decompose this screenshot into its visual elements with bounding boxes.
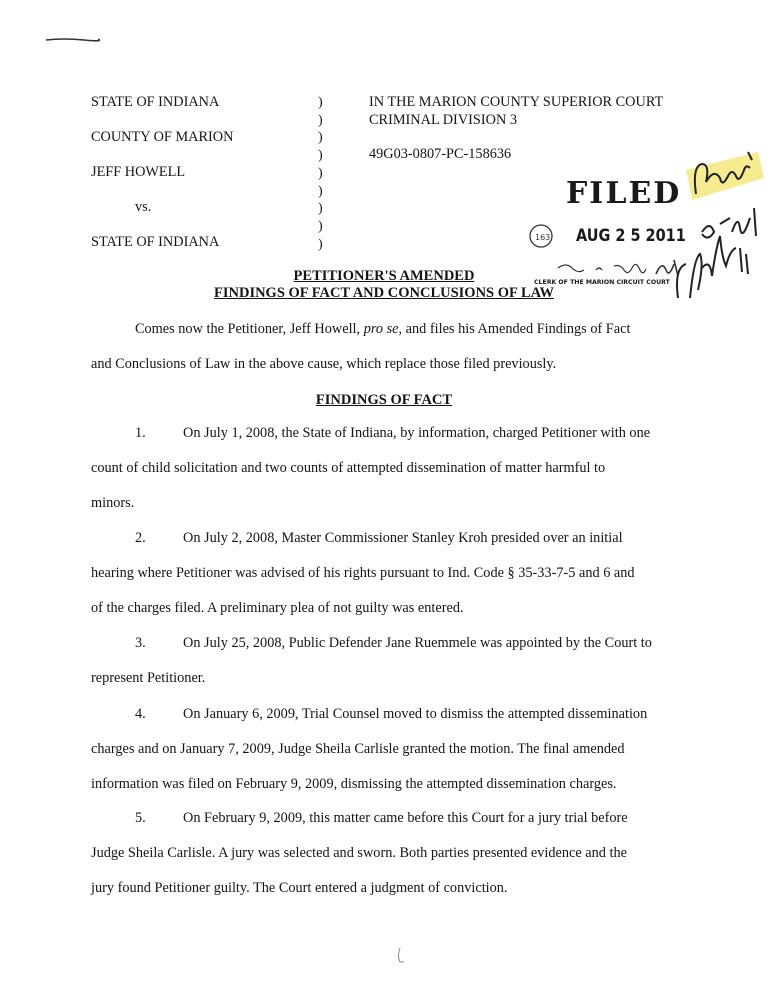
finding-line: of the charges filed. A preliminary plea of not guilty was entered. [91, 599, 464, 616]
finding-number: 2. [135, 530, 146, 546]
caption-versus: vs. [135, 199, 152, 215]
finding-number: 3. [135, 635, 146, 651]
intro-text-after: , and files his Amended Findings of Fact [398, 321, 631, 337]
finding-line: On February 9, 2009, this matter came before this Court for a jury trial before [183, 810, 628, 826]
finding-4 [91, 697, 691, 801]
svg-text:163: 163 [535, 233, 551, 242]
finding-line: hearing where Petitioner was advised of his rights pursuant to Ind. Code § 35-33-7-5 and 6 and [91, 564, 635, 581]
pen-mark [44, 34, 100, 44]
finding-5 [91, 801, 691, 905]
caption-petitioner: JEFF HOWELL [91, 164, 186, 180]
finding-2 [91, 521, 691, 625]
title-line-2: FINDINGS OF FACT AND CONCLUSIONS OF LAW [214, 285, 554, 301]
court-name: IN THE MARION COUNTY SUPERIOR COURT [369, 94, 664, 110]
finding-line: jury found Petitioner guilty. The Court entered a judgment of conviction. [91, 879, 508, 896]
finding-line: On July 25, 2008, Public Defender Jane Ruemmele was appointed by the Court to [183, 635, 652, 651]
finding-line: On July 2, 2008, Master Commissioner Stanley Kroh presided over an initial [183, 530, 623, 546]
caption-county: COUNTY OF MARION [91, 129, 234, 145]
finding-line: represent Petitioner. [91, 669, 206, 686]
finding-line: minors. [91, 494, 135, 511]
stamp-circle-mark [526, 222, 556, 250]
finding-line: On January 6, 2009, Trial Counsel moved to dismiss the attempted dissemination [183, 706, 648, 722]
finding-line: On July 1, 2008, the State of Indiana, by information, charged Petitioner with one [183, 425, 651, 441]
finding-number: 5. [135, 810, 146, 826]
caption-parentheses: ) ) ) ) ) ) ) ) ) [318, 95, 323, 252]
intro-pro-se: pro se [363, 321, 399, 337]
intro-text-before: Comes now the Petitioner, Jeff Howell, [135, 321, 361, 337]
intro-line-2: and Conclusions of Law in the above cause, which replace those filed previously. [91, 355, 557, 372]
cause-number: 49G03-0807-PC-158636 [369, 146, 512, 162]
scan-mark [394, 946, 406, 966]
court-division: CRIMINAL DIVISION 3 [369, 112, 517, 128]
title-line-1: PETITIONER'S AMENDED [293, 268, 475, 284]
clerk-label: CLERK OF THE MARION CIRCUIT COURT [534, 279, 670, 286]
finding-line: charges and on January 7, 2009, Judge Sheila Carlisle granted the motion. The final amended [91, 740, 625, 757]
filed-stamp: FILED [566, 176, 682, 211]
finding-line: count of child solicitation and two counts of attempted dissemination of matter harmful to [91, 459, 606, 476]
filed-date: AUG 2 5 2011 [576, 226, 686, 246]
caption-party-state: STATE OF INDIANA [91, 94, 220, 110]
caption-respondent: STATE OF INDIANA [91, 234, 220, 250]
finding-number: 1. [135, 425, 146, 441]
section-heading: FINDINGS OF FACT [315, 392, 453, 408]
finding-line: Judge Sheila Carlisle. A jury was selected and sworn. Both parties presented evidence and the [91, 844, 627, 861]
finding-3 [91, 626, 691, 696]
finding-1 [91, 416, 691, 520]
intro-paragraph [91, 312, 691, 382]
finding-line: information was filed on February 9, 2009, dismissing the attempted dissemination charges. [91, 775, 617, 792]
finding-number: 4. [135, 706, 146, 722]
